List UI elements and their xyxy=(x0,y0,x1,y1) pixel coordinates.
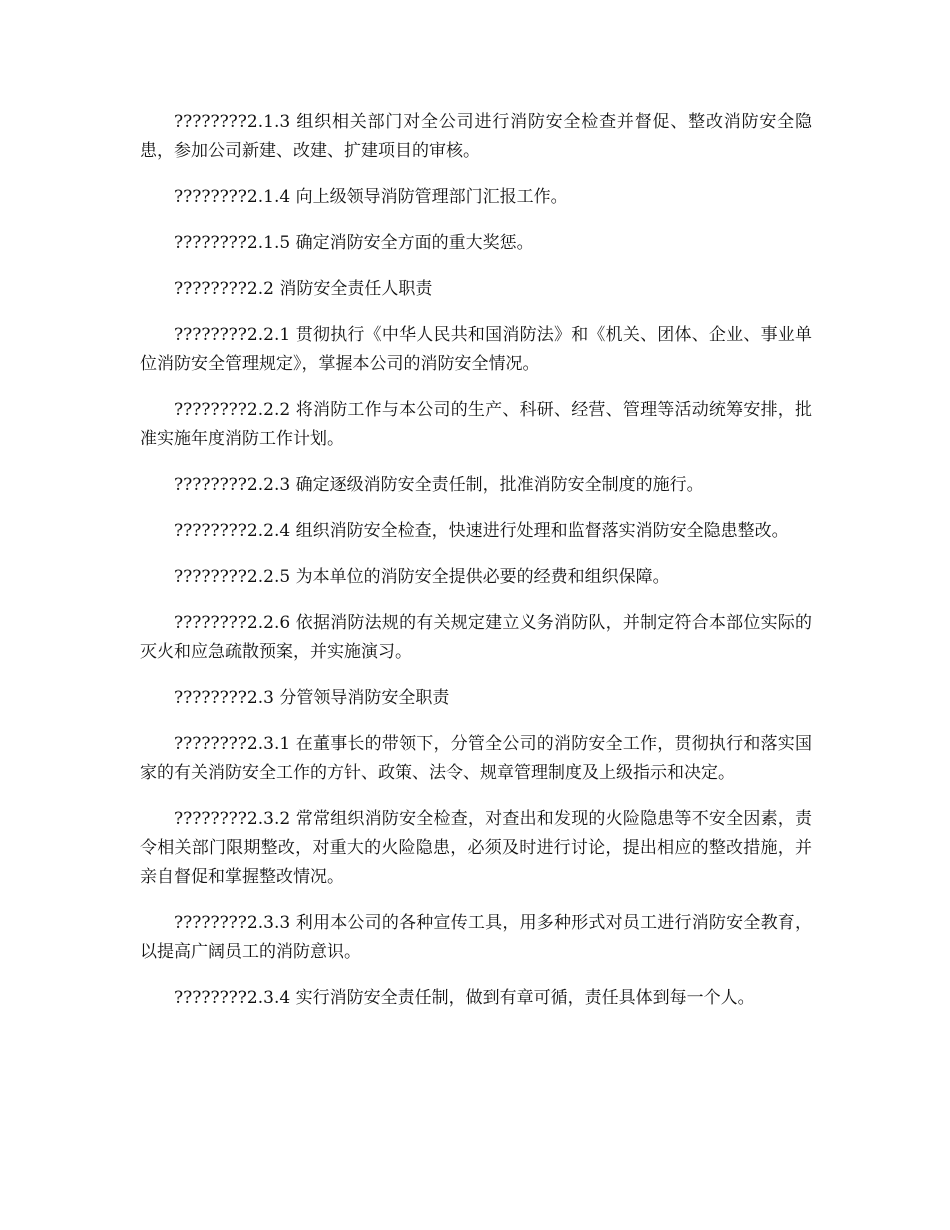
paragraph-2-3-2: ????????2.3.2 常常组织消防安全检查，对查出和发现的火险隐患等不安全因素，责令相关部门限期整改，对重大的火险隐患，必须及时进行讨论，提出相应的整改措施，并亲自督促和掌握整改情况。 xyxy=(140,809,812,887)
paragraph-2-2-5: ????????2.2.5 为本单位的消防安全提供必要的经费和组织保障。 xyxy=(174,567,670,587)
document-body xyxy=(140,108,812,1030)
paragraph-2-2-3: ????????2.2.3 确定逐级消防安全责任制，批准消防安全制度的施行。 xyxy=(174,475,704,495)
paragraph-2-3-1: ????????2.3.1 在董事长的带领下，分管全公司的消防安全工作，贯彻执行和落实国家的有关消防安全工作的方针、政策、法令、规章管理制度及上级指示和决定。 xyxy=(140,734,812,783)
paragraph-2-3-4: ????????2.3.4 实行消防安全责任制，做到有章可循，责任具体到每一个人。 xyxy=(174,988,755,1008)
paragraph-2-3-3: ????????2.3.3 利用本公司的各种宣传工具，用多种形式对员工进行消防安全教育，以提高广阔员工的消防意识。 xyxy=(140,913,812,962)
section-heading-2-2: ????????2.2 消防安全责任人职责 xyxy=(174,279,433,299)
paragraph-2-1-3: ????????2.1.3 组织相关部门对全公司进行消防安全检查并督促、整改消防安全隐患，参加公司新建、改建、扩建项目的审核。 xyxy=(140,112,812,161)
paragraph-2-1-4: ????????2.1.4 向上级领导消防管理部门汇报工作。 xyxy=(174,187,568,207)
paragraph-2-2-6: ????????2.2.6 依据消防法规的有关规定建立义务消防队，并制定符合本部位实际的灭火和应急疏散预案，并实施演习。 xyxy=(140,613,812,662)
paragraph-2-1-5: ????????2.1.5 确定消防安全方面的重大奖惩。 xyxy=(174,233,534,253)
paragraph-2-2-1: ????????2.2.1 贯彻执行《中华人民共和国消防法》和《机关、团体、企业、事业单位消防安全管理规定》，掌握本公司的消防安全情况。 xyxy=(140,325,812,374)
paragraph-2-2-2: ????????2.2.2 将消防工作与本公司的生产、科研、经营、管理等活动统筹安排，批准实施年度消防工作计划。 xyxy=(140,400,812,449)
paragraph-2-2-4: ????????2.2.4 组织消防安全检查，快速进行处理和监督落实消防安全隐患整改。 xyxy=(174,521,789,541)
section-heading-2-3: ????????2.3 分管领导消防安全职责 xyxy=(174,688,450,708)
